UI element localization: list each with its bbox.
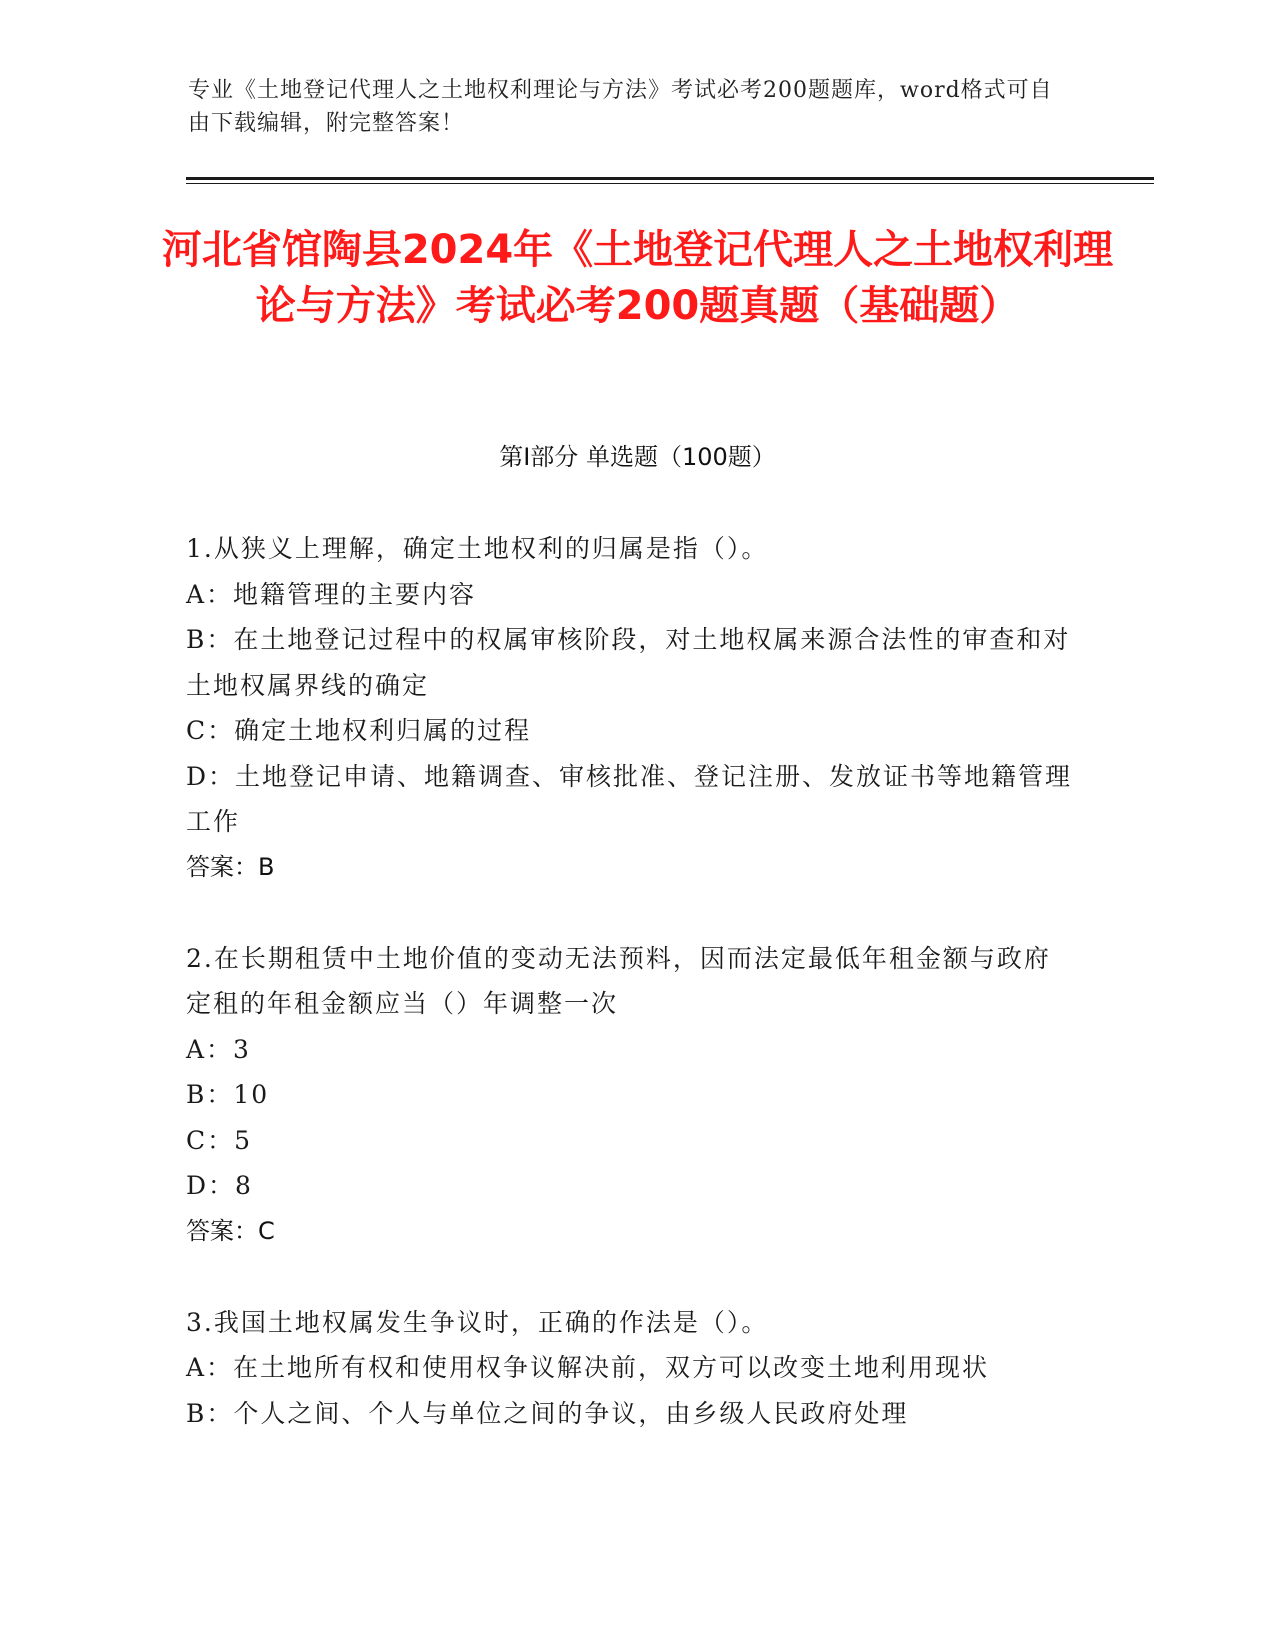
question-stem: 1.从狭义上理解，确定土地权利的归属是指（）。 [186,534,769,563]
question-item [186,526,1076,890]
question-stem: 2.在长期租赁中土地价值的变动无法预料，因而法定最低年租金额与政府定租的年租金额应当（）年调整一次 [186,943,1051,1018]
question-item [186,1300,1076,1437]
answer-line: 答案：C [186,1216,275,1245]
header-note: 专业《土地登记代理人之土地权利理论与方法》考试必考200题题库，word格式可自由下载编辑，附完整答案！ [188,78,1053,136]
option-d: D：土地登记申请、地籍调查、审核批准、登记注册、发放证书等地籍管理工作 [186,761,1073,836]
question-stem: 3.我国土地权属发生争议时，正确的作法是（）。 [186,1307,769,1337]
option-d: D：8 [186,1171,253,1200]
option-c: C：5 [186,1125,253,1155]
option-c: C：确定土地权利归属的过程 [186,716,532,745]
question-list [186,526,1076,1482]
option-a: A：3 [186,1034,251,1064]
option-b: B：个人之间、个人与单位之间的争议，由乡级人民政府处理 [186,1398,909,1428]
header-divider-thin [186,183,1154,184]
question-item [186,936,1076,1254]
option-b: B：10 [186,1080,270,1109]
option-b: B：在土地登记过程中的权属审核阶段，对土地权属来源合法性的审查和对土地权属界线的确定 [186,625,1071,700]
header-divider-thick [186,177,1154,180]
section-heading: 第I部分 单选题（100题） [499,443,776,471]
document-title: 河北省馆陶县2024年《土地登记代理人之土地权利理论与方法》考试必考200题真题（基础题） [161,227,1114,329]
answer-line: 答案：B [186,852,275,881]
option-a: A：地籍管理的主要内容 [186,579,477,609]
option-a: A：在土地所有权和使用权争议解决前，双方可以改变土地利用现状 [186,1353,990,1382]
